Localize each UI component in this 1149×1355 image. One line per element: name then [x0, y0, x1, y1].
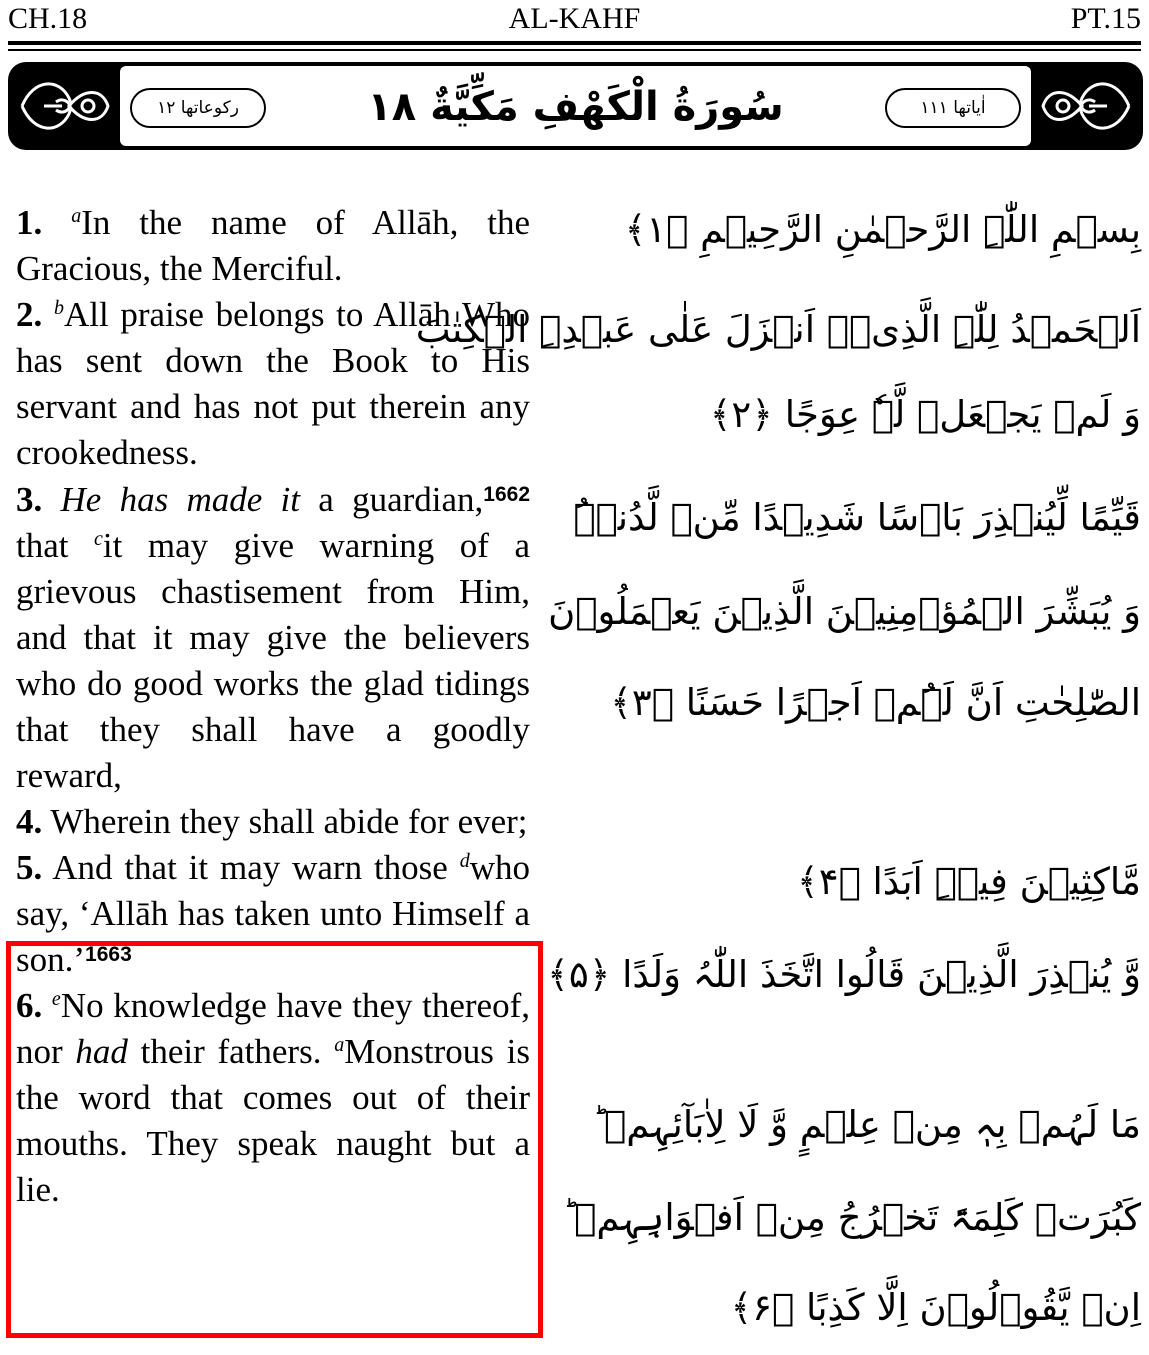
verse-text: Monstrous is the word that comes out of their mouths. They speak naught but a lie.	[16, 1032, 530, 1209]
verse-1	[16, 200, 530, 292]
verse-number: 3.	[16, 480, 43, 519]
floral-ornament-icon	[14, 68, 114, 144]
ayat-cartouche: اٰیاتها ١١١	[885, 88, 1021, 128]
floral-ornament-icon	[1037, 68, 1137, 144]
arabic-line: اِنۡ یَّقُوۡلُوۡنَ اِلَّا کَذِبًا ﴿۶﴾	[730, 1286, 1141, 1329]
cross-reference-marker: b	[53, 297, 64, 319]
verse-number: 6.	[16, 986, 43, 1025]
header-rule-thin	[8, 49, 1141, 51]
surah-title: سُورَةُ الْكَهْفِ مَكِّيَّةٌ ١٨	[367, 84, 784, 130]
verse-text: And that it may warn those	[52, 848, 460, 887]
verse-number: 1.	[16, 203, 43, 242]
footnote-reference: 1663	[85, 943, 132, 966]
part-number: PT.15	[1070, 2, 1141, 35]
verse-text: Wherein they shall abide for ever;	[50, 802, 528, 841]
verse-text: their fathers.	[127, 1032, 335, 1071]
verse-4	[16, 799, 530, 845]
banner-panel	[120, 66, 1031, 146]
verse-text: No knowledge have they thereof, nor	[16, 986, 531, 1071]
chapter-number: CH.18	[8, 2, 88, 35]
verse-number: 5.	[16, 848, 43, 887]
verse-italic-text: He has made it	[60, 480, 301, 519]
arabic-line: الصّٰلِحٰتِ اَنَّ لَہُمۡ اَجۡرًا حَسَنًا ﴿۳﴾	[610, 681, 1141, 724]
cross-reference-marker: d	[459, 850, 470, 872]
verse-text: In the name of Allāh, the Gracious, the Merciful.	[16, 203, 531, 288]
header-rule-thick	[8, 41, 1141, 45]
arabic-line: بِسۡمِ اللّٰہِ الرَّحۡمٰنِ الرَّحِیۡمِ ﴿۱﴾	[624, 208, 1141, 251]
verse-3	[16, 477, 530, 799]
footnote-reference: 1662	[483, 483, 530, 506]
arabic-line: اَلۡحَمۡدُ لِلّٰہِ الَّذِیۡۤ اَنۡزَلَ عَلٰی عَبۡدِہِ الۡکِتٰبَ	[415, 308, 1141, 351]
verse-number: 4.	[16, 802, 43, 841]
chapter-name: AL-KAHF	[508, 2, 641, 35]
verse-italic-text: had	[75, 1032, 128, 1071]
arabic-line: مَا لَہُمۡ بِہٖ مِنۡ عِلۡمٍ وَّ لَا لِاٰبَآئِہِمۡ ؕ	[592, 1103, 1141, 1146]
arabic-line: مَّاکِثِیۡنَ فِیۡہِ اَبَدًا ﴿۴﴾	[797, 860, 1141, 903]
arabic-line: وَ لَمۡ یَجۡعَلۡ لَّہٗ عِوَجًا ﴿۲﴾	[709, 393, 1141, 436]
highlight-box	[6, 941, 543, 1338]
running-head	[8, 2, 1141, 40]
arabic-line: وَّ یُنۡذِرَ الَّذِیۡنَ قَالُوا اتَّخَذَ اللّٰہُ وَلَدًا ﴿۵﴾	[547, 953, 1141, 996]
arabic-line: وَ یُبَشِّرَ الۡمُؤۡمِنِیۡنَ الَّذِیۡنَ یَعۡمَلُوۡنَ	[548, 590, 1141, 633]
verse-text: it may give warning of a grievous chastisement from Him, and that it may give the believers who do good works the glad tidings that they shall have a goodly reward,	[16, 526, 530, 795]
rukuat-cartouche: رکوعاتها ١٢	[130, 88, 266, 128]
verse-number: 2.	[16, 295, 43, 334]
verse-text: a guardian,	[300, 480, 484, 519]
verse-text: All praise belongs to Allāh Who has sent down the Book to His servant and has not put therein any crookedness.	[16, 295, 530, 472]
arabic-line: قَیِّمًا لِّیُنۡذِرَ بَاۡسًا شَدِیۡدًا مِّنۡ لَّدُنۡہُ	[573, 496, 1141, 539]
cross-reference-marker: a	[334, 1034, 345, 1056]
cross-reference-marker: a	[71, 205, 82, 227]
cross-reference-marker: c	[94, 528, 103, 550]
surah-banner	[8, 62, 1143, 150]
verse-text: who say, ‘Allāh has taken unto Himself a son.’	[16, 848, 530, 979]
arabic-line: کَبُرَتۡ کَلِمَۃً تَخۡرُجُ مِنۡ اَفۡوَاہِہِمۡ ؕ	[562, 1196, 1141, 1239]
verse-text: that	[16, 526, 95, 565]
cross-reference-marker: e	[51, 988, 61, 1010]
